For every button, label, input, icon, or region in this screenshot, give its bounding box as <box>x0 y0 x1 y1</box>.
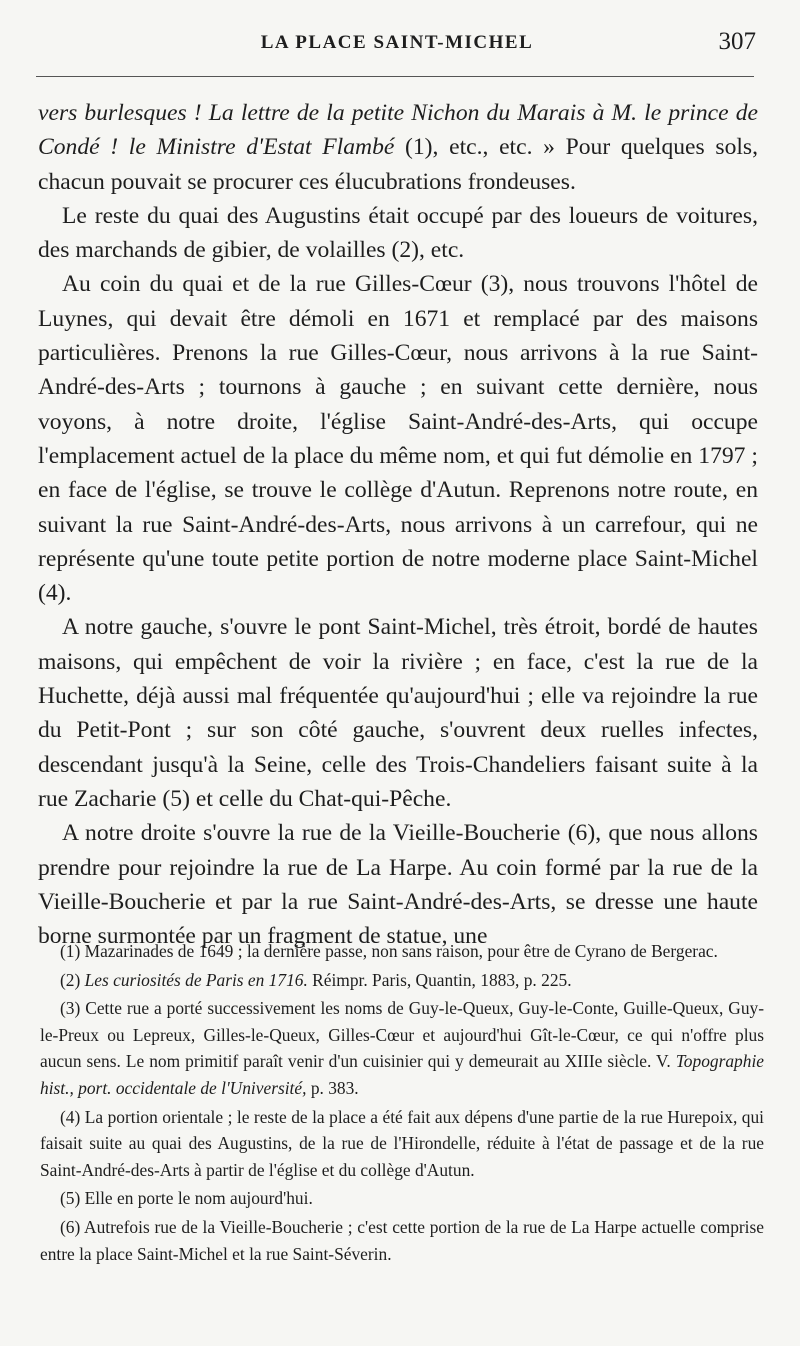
paragraph-4: A notre gauche, s'ouvre le pont Saint-Michel, très étroit, bordé de hautes maisons, qui empêchent de voir la rivière ; en face, c'est la rue de la Huchette, déjà aussi mal fréquentée qu'aujourd'hui ; elle va rejoindre la rue du Petit-Pont ; sur son côté gauche, s'ouvrent deux ruelles infectes, descendant jusqu'à la Seine, celle des Trois-Chandeliers faisant suite à la rue Zacharie (5) et celle du Chat-qui-Pêche. <box>38 614 758 812</box>
footnote-3 <box>40 995 764 1101</box>
footnote-5: (5) Elle en porte le nom aujourd'hui. <box>60 1188 313 1209</box>
paragraph-2: Le reste du quai des Augustins était occupé par des loueurs de voitures, des marchands de gibier, de volailles (2), etc. <box>38 202 758 264</box>
header-rule <box>36 76 754 77</box>
paragraph-1 <box>38 96 758 199</box>
page-number: 307 <box>718 28 756 55</box>
running-title: LA PLACE SAINT-MICHEL <box>260 32 534 53</box>
footnote-3-end: p. 383. <box>306 1077 359 1098</box>
running-head <box>38 30 756 64</box>
footnotes <box>40 938 764 1269</box>
footnote-3-source: Topographie hist., port. occidentale de l'Université, <box>40 1051 764 1098</box>
footnote-1: (1) Mazarinades de 1649 ; la dernière passe, non sans raison, pour être de Cyrano de Bergerac. <box>60 941 718 961</box>
main-text <box>38 96 758 953</box>
footnote-2-prefix: (2) <box>60 969 85 990</box>
paragraph-1-italic: vers burlesques ! La lettre de la petite Nichon du Marais à M. le prince de Condé ! le Ministre d'Estat Flambé <box>38 100 758 161</box>
footnote-4: (4) La portion orientale ; le reste de la place a été fait aux dépens d'une partie de la rue Hurepoix, qui faisait suite au quai des Augustins, de la rue de l'Hirondelle, réduite à l'état de passage et de la rue Saint-André-des-Arts à partir de l'église et du collège d'Autun. <box>40 1106 764 1180</box>
footnote-2 <box>40 967 764 994</box>
paragraph-3: Au coin du quai et de la rue Gilles-Cœur (3), nous trouvons l'hôtel de Luynes, qui devait être démoli en 1671 et remplacé par des maisons particulières. Prenons la rue Gilles-Cœur, nous arrivons à la rue Saint-André-des-Arts ; tournons à gauche ; en suivant cette dernière, nous voyons, à notre droite, l'église Saint-André-des-Arts, qui occupe l'emplacement actuel de la place du même nom, et qui fut démolie en 1797 ; en face de l'église, se trouve le collège d'Autun. Reprenons notre route, en suivant la rue Saint-André-des-Arts, nous arrivons à un carrefour, qui ne représente qu'une toute petite portion de notre moderne place Saint-Michel (4). <box>38 271 758 607</box>
paragraph-5: A notre droite s'ouvre la rue de la Vieille-Boucherie (6), que nous allons prendre pour rejoindre la rue de La Harpe. Au coin formé par la rue de la Vieille-Boucherie et par la rue Saint-André-des-Arts, se dresse une haute borne surmontée par un fragment de statue, une <box>38 820 758 950</box>
footnote-6: (6) Autrefois rue de la Vieille-Boucherie ; c'est cette portion de la rue de La Harpe actuelle comprise entre la place Saint-Michel et la rue Saint-Séverin. <box>40 1216 764 1264</box>
footnote-3-text: (3) Cette rue a porté successivement les noms de Guy-le-Queux, Guy-le-Conte, Guille-Queux, Guy-le-Preux ou Lepreux, Gilles-le-Queux, Gilles-Cœur et aujourd'hui Gît-le-Cœur, ce qui n'offre plus aucun sens. Le nom primitif paraît venir d'un cuisinier qui y demeurait au XIIIe siècle. V. <box>40 998 764 1072</box>
footnote-2-rest: Réimpr. Paris, Quantin, 1883, p. 225. <box>307 969 572 990</box>
paragraph-1-rest: (1), etc., etc. » Pour quelques sols, chacun pouvait se procurer ces élucubrations frondeuses. <box>38 134 759 195</box>
footnote-2-title: Les curiosités de Paris en 1716. <box>84 969 308 990</box>
